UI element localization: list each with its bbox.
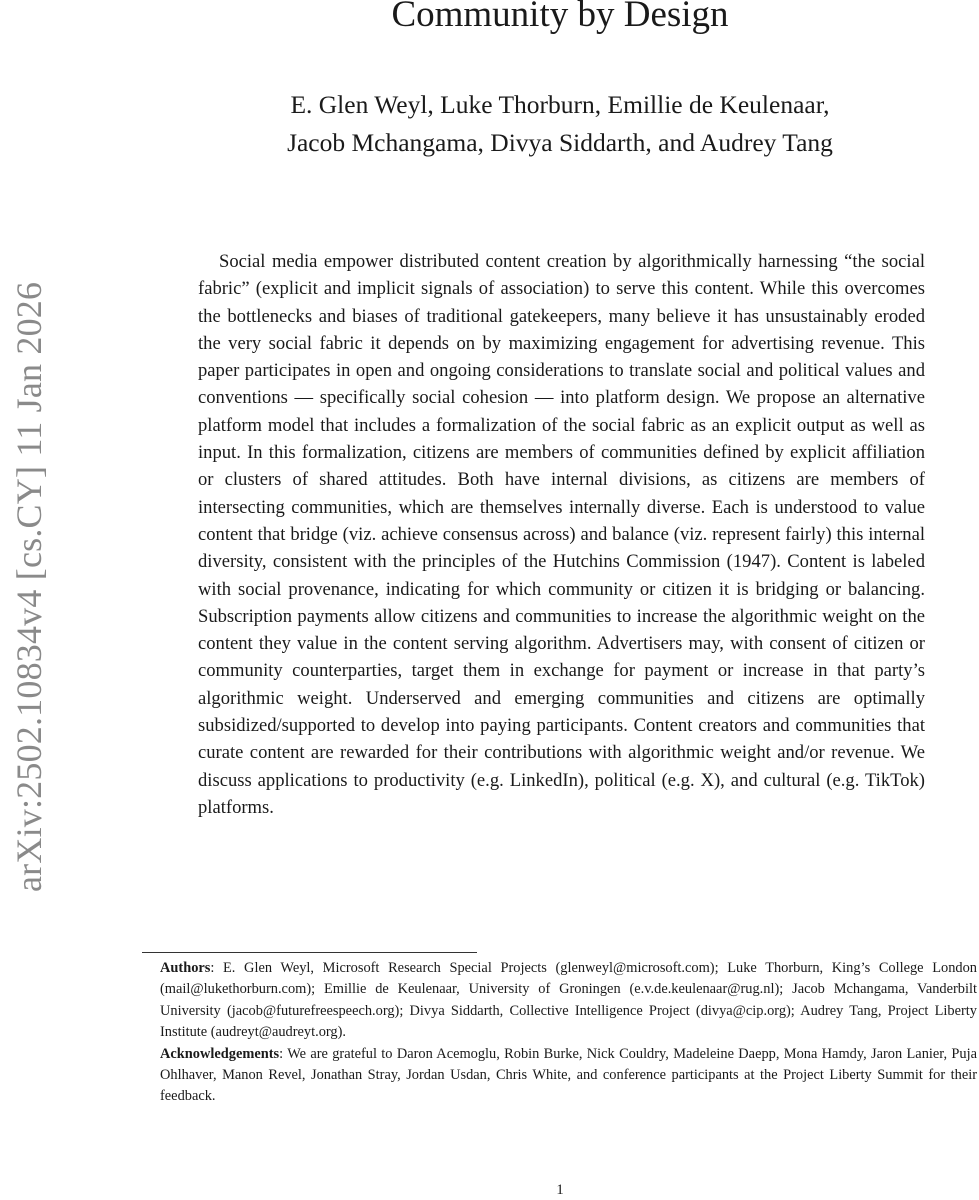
abstract-text: Social media empower distributed content creation by algorithmically harnessing “the social fabric” (explicit and implicit signals of association) to serve this content. While this overcomes the bottlenecks and biases of traditional gatekeepers, many believe it has unsustainably eroded the very social fabric it depends on by maximizing engagement for advertising revenue. This paper participates in open and ongoing considerations to translate social and political values and conventions — specifically social cohesion — into platform design. We propose an alternative platform model that includes a formalization of the social fabric as an explicit output as well as input. In this formalization, citizens are members of communities defined by explicit affiliation or clusters of shared attitudes. Both have internal divisions, as citizens are members of intersecting communities, which are themselves internally diverse. Each is understood to value content that bridge (viz. achieve consensus across) and balance (viz. represent fairly) this internal diversity, consistent with the principles of the Hutchins Commission (1947). Content is labeled with social provenance, indicating for which community or citizen it is bridging or balancing. Subscription payments allow citizens and communities to increase the algorithmic weight on the content they value in the content serving algorithm. Advertisers may, with consent of citizen or community counterparties, target them in exchange for payment or increase in that party’s algorithmic weight. Underserved and emerging communities and citizens are optimally subsidized/supported to develop into paying participants. Content creators and communities that curate content are rewarded for their contributions with algorithmic weight and/or revenue. We discuss applications to productivity (e.g. LinkedIn), political (e.g. X), and cultural (e.g. TikTok) platforms. [198,251,925,818]
author-line-1: E. Glen Weyl, Luke Thorburn, Emillie de Keulenaar, [290,90,830,119]
author-line-2: Jacob Mchangama, Divya Siddarth, and Audrey Tang [287,128,833,157]
author-list [200,86,920,162]
acknowledgements-text: : We are grateful to Daron Acemoglu, Robin Burke, Nick Couldry, Madeleine Daepp, Mona Hamdy, Jaron Lanier, Puja Ohlhaver, Manon Revel, Jonathan Stray, Jordan Usdan, Chris White, and conference participants at the Project Liberty Summit for their feedback. [160,1045,977,1105]
footnote-divider [142,952,477,953]
arxiv-identifier: arXiv:2502.10834v4 [cs.CY] 11 Jan 2026 [9,281,49,893]
footnotes [142,958,977,1108]
authors-footnote-text: : E. Glen Weyl, Microsoft Research Special Projects (glenweyl@microsoft.com); Luke Thorburn, King’s College London (mail@lukethorburn.com); Emillie de Keulenaar, University of Groningen (e.v.de.keulenaar@rug.nl); Jacob Mchangama, Vanderbilt University (jacob@futurefreespeech.org); Divya Siddarth, Collective Intelligence Project (divya@cip.org); Audrey Tang, Project Liberty Institute (audreyt@audreyt.org). [160,960,977,1041]
acknowledgements-label: Acknowledgements [160,1045,280,1062]
authors-footnote-label: Authors [160,960,211,976]
paper-title: Community by Design [391,0,729,35]
page-number: 1 [556,1182,564,1198]
acknowledgements-footnote [142,1044,977,1108]
authors-footnote [142,958,977,1044]
